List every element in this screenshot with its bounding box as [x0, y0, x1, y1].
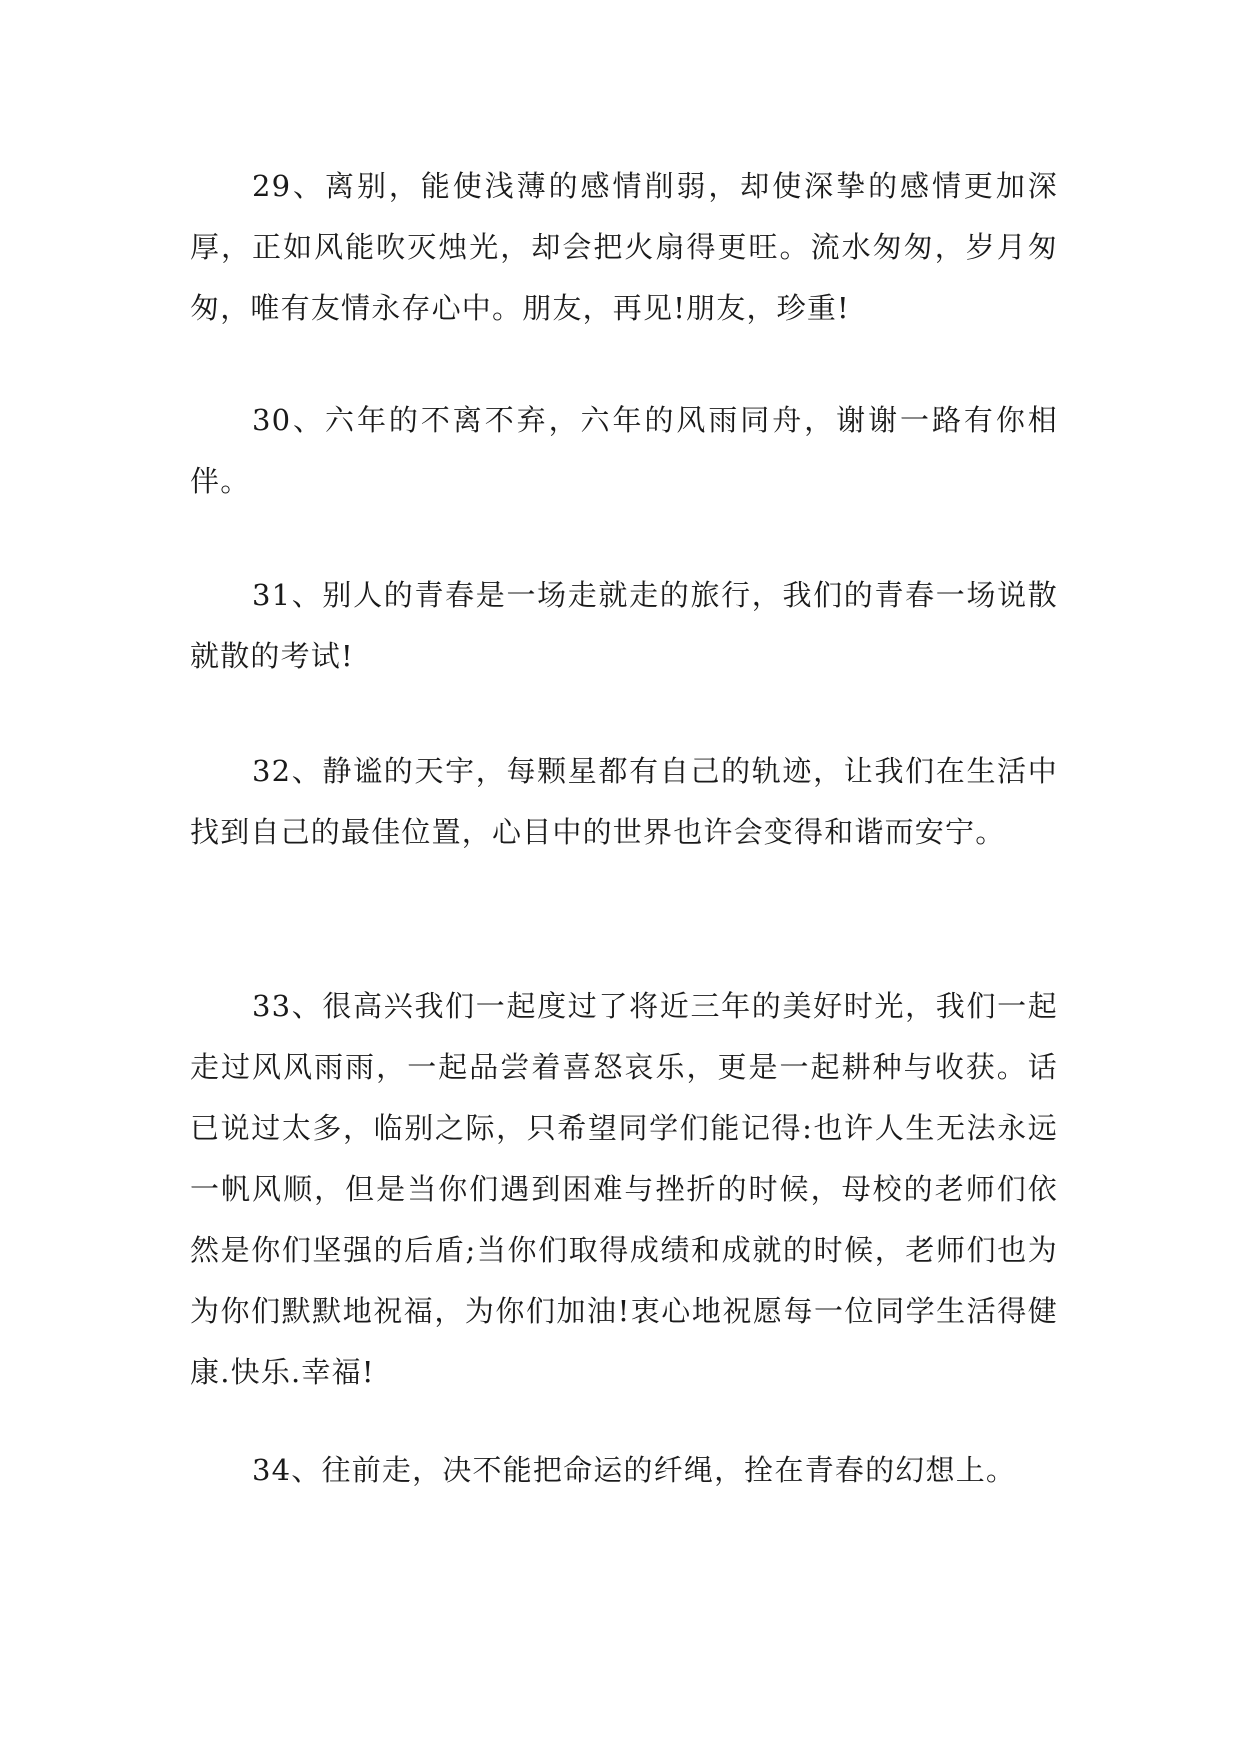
paragraph-33: 33、很高兴我们一起度过了将近三年的美好时光，我们一起走过风风雨雨，一起品尝着喜怒哀乐，更是一起耕种与收获。话已说过太多，临别之际，只希望同学们能记得:也许人生无法永远一帆风顺，但是当你们遇到困难与挫折的时候，母校的老师们依然是你们坚强的后盾;当你们取得成绩和成就的时候，老师们也为为你们默默地祝福，为你们加油!衷心地祝愿每一位同学生活得健康.快乐.幸福!	[190, 989, 1058, 1389]
paragraph-31: 31、别人的青春是一场走就走的旅行，我们的青春一场说散就散的考试!	[190, 578, 1058, 673]
paragraph-30: 30、六年的不离不弃，六年的风雨同舟，谢谢一路有你相伴。	[190, 403, 1058, 498]
paragraph-34: 34、往前走，决不能把命运的纤绳，拴在青春的幻想上。	[252, 1453, 1017, 1487]
paragraph-29: 29、离别，能使浅薄的感情削弱，却使深挚的感情更加深厚，正如风能吹灭烛光，却会把火扇得更旺。流水匆匆，岁月匆匆，唯有友情永存心中。朋友，再见!朋友，珍重!	[190, 169, 1058, 325]
paragraph-32: 32、静谧的天宇，每颗星都有自己的轨迹，让我们在生活中找到自己的最佳位置，心目中的世界也许会变得和谐而安宁。	[190, 754, 1058, 849]
